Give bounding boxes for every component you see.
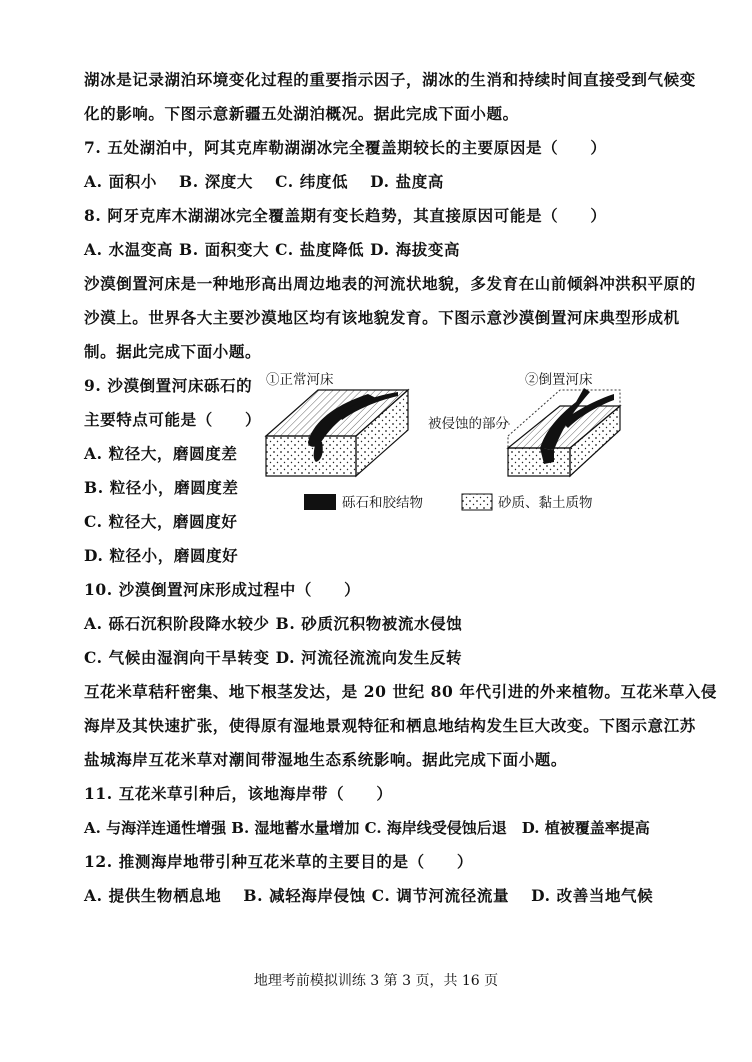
passage-2-line-2: 沙漠上。世界各大主要沙漠地区均有该地貌发育。下图示意沙漠倒置河床典型形成机 — [84, 308, 680, 327]
page-footer: 地理考前模拟训练 3 第 3 页，共 16 页 — [253, 973, 499, 989]
question-9-line-2: 主要特点可能是（ ） — [84, 410, 262, 429]
passage-3-line-3: 盐城海岸互花米草对潮间带湿地生态系统影响。据此完成下面小题。 — [84, 750, 568, 769]
label-inverted-channel: ②倒置河床 — [525, 372, 593, 388]
passage-3-line-1: 互花米草秸秆密集、地下根茎发达，是 20 世纪 80 年代引进的外来植物。互花米草入侵 — [84, 682, 718, 701]
question-8-options: A. 水温变高 B. 面积变大 C. 盐度降低 D. 海拔变高 — [84, 240, 461, 259]
question-9-option-c: C. 粒径大，磨圆度好 — [84, 512, 238, 531]
legend-sand-swatch — [462, 494, 492, 510]
passage-3-line-2: 海岸及其快速扩张，使得原有湿地景观特征和栖息地结构发生巨大改变。下图示意江苏 — [84, 716, 696, 735]
question-10-options-ab: A. 砾石沉积阶段降水较少 B. 砂质沉积物被流水侵蚀 — [84, 614, 463, 633]
figure-legend — [304, 494, 593, 511]
question-12-options: A. 提供生物栖息地 B. 减轻海岸侵蚀 C. 调节河流径流量 D. 改善当地气候 — [84, 886, 654, 905]
question-9-option-b: B. 粒径小，磨圆度差 — [84, 478, 239, 497]
label-eroded-part: 被侵蚀的部分 — [428, 416, 509, 432]
legend-gravel-label: 砾石和胶结物 — [342, 495, 423, 511]
passage-2-line-3: 制。据此完成下面小题。 — [84, 342, 262, 361]
passage-1-line-1: 湖冰是记录湖泊环境变化过程的重要指示因子，湖冰的生消和持续时间直接受到气候变 — [84, 70, 696, 89]
passage-2-line-1: 沙漠倒置河床是一种地形高出周边地表的河流状地貌，多发育在山前倾斜冲洪积平原的 — [84, 274, 696, 293]
inverted-channel-block — [484, 388, 620, 476]
label-normal-channel: ①正常河床 — [266, 372, 334, 388]
question-9-option-a: A. 粒径大，磨圆度差 — [84, 444, 238, 463]
question-11-options: A. 与海洋连通性增强 B. 湿地蓄水量增加 C. 海岸线受侵蚀后退 D. 植被覆盖率提高 — [84, 819, 650, 837]
passage-1-line-2: 化的影响。下图示意新疆五处湖泊概况。据此完成下面小题。 — [84, 104, 519, 123]
question-7: 7. 五处湖泊中，阿其克库勒湖湖冰完全覆盖期较长的主要原因是（ ） — [84, 138, 607, 157]
question-12: 12. 推测海岸地带引种互花米草的主要目的是（ ） — [84, 852, 473, 871]
question-9-line-1: 9. 沙漠倒置河床砾石的 — [84, 376, 253, 395]
question-10: 10. 沙漠倒置河床形成过程中（ ） — [84, 580, 361, 599]
legend-gravel-swatch — [304, 494, 336, 510]
legend-sand-label: 砂质、黏土质物 — [498, 495, 593, 511]
question-9-option-d: D. 粒径小，磨圆度好 — [84, 546, 239, 565]
normal-channel-block — [266, 390, 408, 476]
question-11: 11. 互花米草引种后，该地海岸带（ ） — [84, 784, 393, 803]
question-7-options: A. 面积小 B. 深度大 C. 纬度低 D. 盐度高 — [84, 172, 444, 191]
inverted-channel-figure — [258, 366, 628, 520]
question-10-options-cd: C. 气候由湿润向干旱转变 D. 河流径流流向发生反转 — [84, 648, 463, 667]
question-8: 8. 阿牙克库木湖湖冰完全覆盖期有变长趋势，其直接原因可能是（ ） — [84, 206, 607, 225]
